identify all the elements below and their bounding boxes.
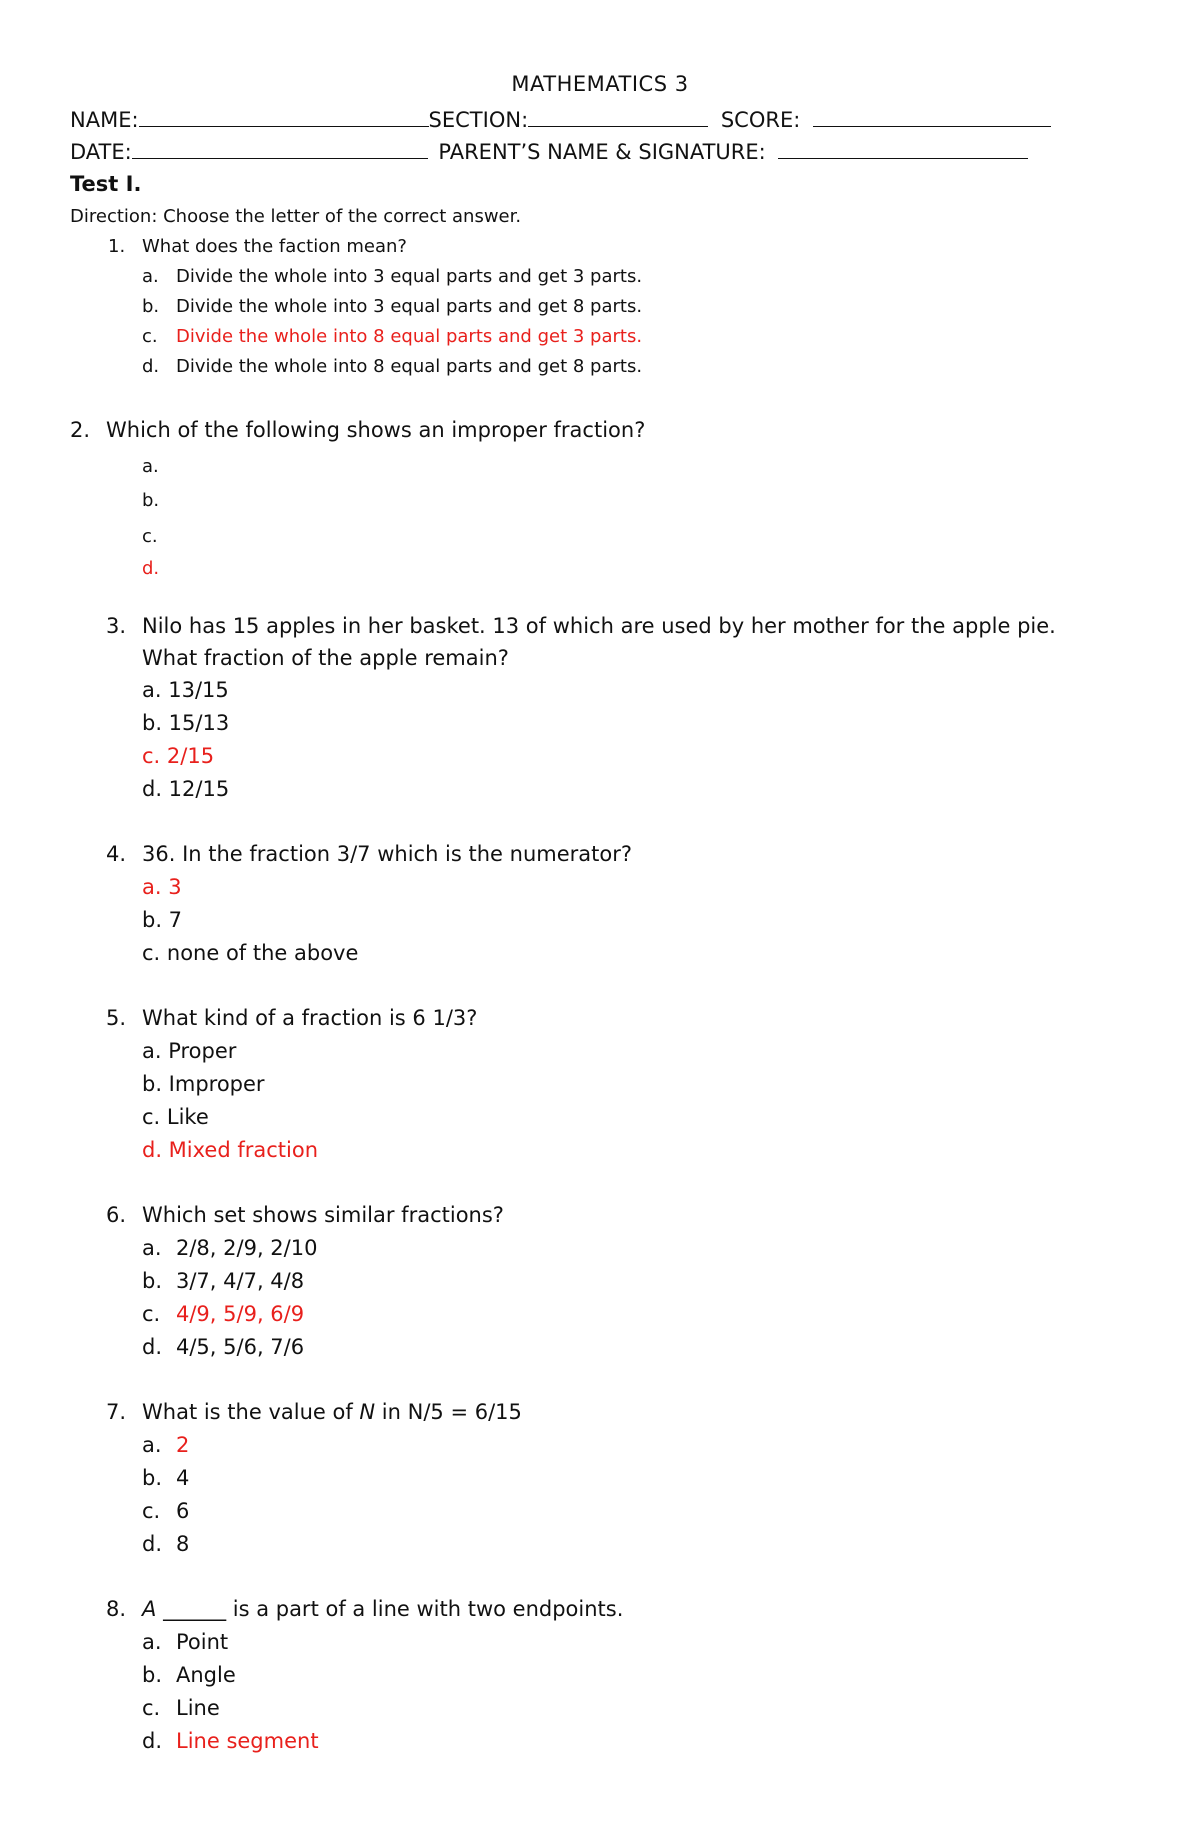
question-text: What kind of a fraction is 6 1/3?	[142, 1006, 478, 1030]
parent-signature-field[interactable]	[778, 138, 1028, 159]
option-text: 4/5, 5/6, 7/6	[176, 1335, 305, 1359]
q2-option-a[interactable]: a.	[142, 456, 159, 477]
q8-option-b[interactable]	[142, 1663, 236, 1687]
q5-option-b[interactable]: b. Improper	[142, 1072, 265, 1096]
question-5	[106, 1006, 1006, 1036]
option-text: Divide the whole into 3 equal parts and get 3 parts.	[176, 266, 643, 287]
q1-option-a[interactable]	[142, 266, 642, 287]
option-text-correct: 2	[176, 1433, 190, 1457]
option-letter: c.	[142, 1499, 161, 1523]
option-text-correct: Line segment	[176, 1729, 319, 1753]
option-text: 6	[176, 1499, 190, 1523]
q1-option-d[interactable]	[142, 356, 642, 377]
q6-option-c[interactable]	[142, 1302, 304, 1326]
q2-option-d-correct[interactable]: d.	[142, 558, 160, 579]
option-letter: c.	[142, 1696, 161, 1720]
date-field[interactable]	[132, 138, 428, 159]
option-text: Divide the whole into 3 equal parts and get 8 parts.	[176, 296, 643, 317]
option-letter: b.	[142, 1663, 163, 1687]
q5-option-a[interactable]: a. Proper	[142, 1039, 237, 1063]
section-label: SECTION:	[428, 108, 529, 132]
option-letter: b.	[142, 1466, 163, 1490]
variable-n: N	[359, 1400, 376, 1424]
question-text	[142, 1400, 522, 1424]
question-text: Which of the following shows an improper fraction?	[106, 418, 646, 442]
question-number: 2.	[70, 418, 91, 442]
question-text: 36. In the fraction 3/7 which is the numerator?	[142, 842, 633, 866]
q4-option-c[interactable]: c. none of the above	[142, 941, 359, 965]
question-3	[106, 614, 1166, 644]
option-letter: b.	[142, 296, 160, 317]
question-text-after: is a part of a line with two endpoints.	[226, 1597, 624, 1621]
option-letter: d.	[142, 1335, 163, 1359]
question-text	[142, 1597, 623, 1621]
option-letter: d.	[142, 1532, 163, 1556]
q3-option-d[interactable]: d. 12/15	[142, 777, 230, 801]
q5-option-c[interactable]: c. Like	[142, 1105, 209, 1129]
q7-option-c[interactable]	[142, 1499, 189, 1523]
parent-signature-label: PARENT’S NAME & SIGNATURE:	[438, 140, 766, 164]
question-text-after: in N/5 = 6/15	[375, 1400, 522, 1424]
name-label: NAME:	[70, 108, 139, 132]
q5-option-d-correct[interactable]: d. Mixed fraction	[142, 1138, 319, 1162]
q1-option-b[interactable]	[142, 296, 642, 317]
q7-option-d[interactable]	[142, 1532, 189, 1556]
q6-option-b[interactable]	[142, 1269, 304, 1293]
option-text: 3/7, 4/7, 4/8	[176, 1269, 305, 1293]
answer-blank: ______	[163, 1597, 227, 1621]
question-8	[106, 1597, 1006, 1627]
q8-option-a[interactable]	[142, 1630, 228, 1654]
option-text: Divide the whole into 8 equal parts and get 8 parts.	[176, 356, 643, 377]
q8-option-c[interactable]	[142, 1696, 220, 1720]
q3-option-a[interactable]: a. 13/15	[142, 678, 229, 702]
option-text: Point	[176, 1630, 229, 1654]
question-number: 7.	[106, 1400, 127, 1424]
option-letter: d.	[142, 356, 160, 377]
q3-option-c-correct[interactable]: c. 2/15	[142, 744, 215, 768]
section-field[interactable]	[528, 106, 708, 127]
name-field[interactable]	[139, 106, 429, 127]
question-2	[70, 418, 1070, 448]
question-3-line-2: What fraction of the apple remain?	[142, 646, 509, 670]
option-text: 2/8, 2/9, 2/10	[176, 1236, 318, 1260]
option-letter: c.	[142, 326, 158, 347]
question-4	[106, 842, 1006, 872]
question-text-before: What is the value of	[142, 1400, 360, 1424]
q2-option-b[interactable]: b.	[142, 490, 160, 511]
score-field[interactable]	[813, 106, 1051, 127]
option-letter: c.	[142, 1302, 161, 1326]
direction-text: Direction: Choose the letter of the correct answer.	[70, 206, 522, 227]
q8-option-d[interactable]	[142, 1729, 319, 1753]
option-text-correct: 4/9, 5/9, 6/9	[176, 1302, 305, 1326]
question-number: 6.	[106, 1203, 127, 1227]
q6-option-a[interactable]	[142, 1236, 317, 1260]
option-letter: a.	[142, 1433, 162, 1457]
question-6	[106, 1203, 1006, 1233]
option-letter: b.	[142, 1269, 163, 1293]
question-number: 5.	[106, 1006, 127, 1030]
q7-option-b[interactable]	[142, 1466, 189, 1490]
score-label: SCORE:	[720, 108, 801, 132]
question-text: Which set shows similar fractions?	[142, 1203, 504, 1227]
q2-option-c[interactable]: c.	[142, 526, 158, 547]
header-row-name	[70, 106, 1051, 132]
q7-option-a[interactable]	[142, 1433, 189, 1457]
q4-option-a-correct[interactable]: a. 3	[142, 875, 182, 899]
q4-option-b[interactable]: b. 7	[142, 908, 183, 932]
q1-option-c[interactable]	[142, 326, 642, 347]
question-7	[106, 1400, 1006, 1430]
page-title: MATHEMATICS 3	[511, 72, 689, 96]
question-number: 1.	[108, 236, 126, 257]
option-letter: a.	[142, 1630, 162, 1654]
option-text-correct: Divide the whole into 8 equal parts and get 3 parts.	[176, 326, 643, 347]
test-label: Test I.	[70, 172, 142, 196]
option-letter: a.	[142, 1236, 162, 1260]
option-text: 8	[176, 1532, 190, 1556]
question-number: 4.	[106, 842, 127, 866]
question-1	[108, 236, 407, 257]
header-row-date	[70, 138, 1028, 164]
q6-option-d[interactable]	[142, 1335, 304, 1359]
option-text: Angle	[176, 1663, 236, 1687]
option-letter: d.	[142, 1729, 163, 1753]
question-number: 3.	[106, 614, 127, 638]
question-number: 8.	[106, 1597, 127, 1621]
question-text: What does the faction mean?	[142, 236, 407, 257]
option-text: 4	[176, 1466, 190, 1490]
question-text-before: A	[142, 1597, 157, 1621]
date-label: DATE:	[70, 140, 132, 164]
option-text: Line	[176, 1696, 220, 1720]
option-letter: a.	[142, 266, 159, 287]
q3-option-b[interactable]: b. 15/13	[142, 711, 230, 735]
question-text-line-1: Nilo has 15 apples in her basket. 13 of which are used by her mother for the apple pie.	[142, 614, 1056, 638]
